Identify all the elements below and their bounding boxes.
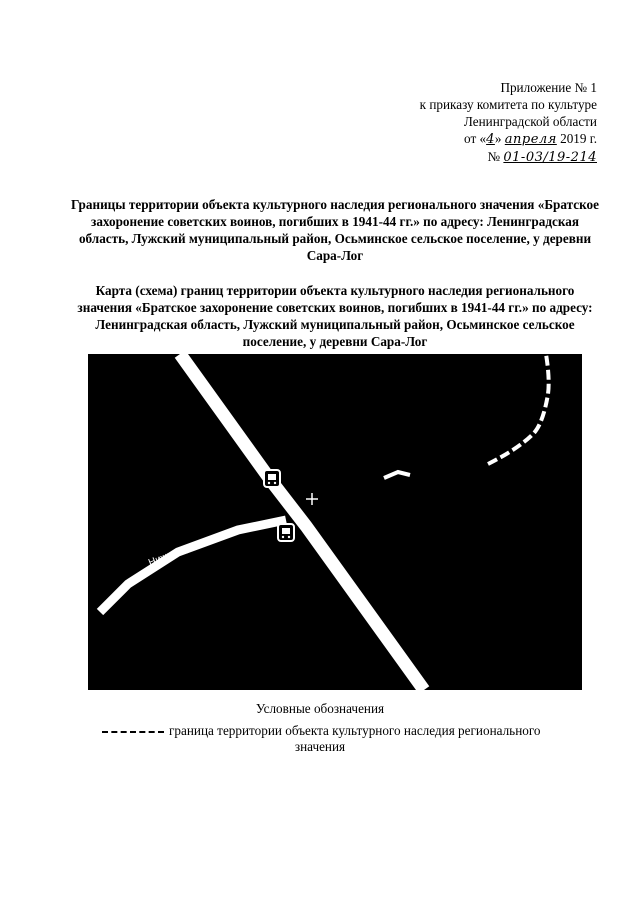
legend-title: Условные обозначения — [255, 701, 385, 716]
date-year: 2019 г. — [560, 131, 597, 146]
bus-stop-icon — [264, 470, 280, 487]
bus-stop-icon — [278, 524, 294, 541]
date-day: 4 — [486, 132, 495, 147]
appendix-date: от «4» апреля 2019 г. — [464, 131, 597, 147]
dashed-boundary-symbol — [102, 731, 164, 733]
legend-item — [102, 722, 582, 739]
order-number: 01-03/19-214 — [503, 150, 597, 165]
street-label: Нижная ул — [147, 540, 197, 569]
appendix-block — [420, 79, 597, 166]
appendix-title: Приложение № 1 — [500, 80, 597, 95]
appendix-order-ref: к приказу комитета по культуре — [419, 97, 597, 112]
legend-item-text-continued: значения — [294, 739, 346, 754]
document-heading: Границы территории объекта культурного наследия регионального значения «Братское захоронение советских воинов, погибших в 1941-44 гг.» по адресу: Ленинградская область, Лужский муниципальный район, Осьминское сельское поселение, у деревни Сара-Лог — [70, 197, 599, 263]
appendix-region: Ленинградской области — [463, 114, 597, 129]
map-heading: Карта (схема) границ территории объекта культурного наследия регионального значения «Братское захоронение советских воинов, погибших в 1941-44 гг.» по адресу: Ленинградская область, Лужский муниципальный район, Осьминское сельское поселение, у деревни Сара-Лог — [77, 283, 593, 349]
map-scheme — [88, 354, 582, 690]
appendix-number: № 01-03/19-214 — [487, 149, 597, 165]
legend-item-text: граница территории объекта культурного наследия регионального — [169, 723, 541, 738]
date-month: апреля — [504, 132, 557, 147]
